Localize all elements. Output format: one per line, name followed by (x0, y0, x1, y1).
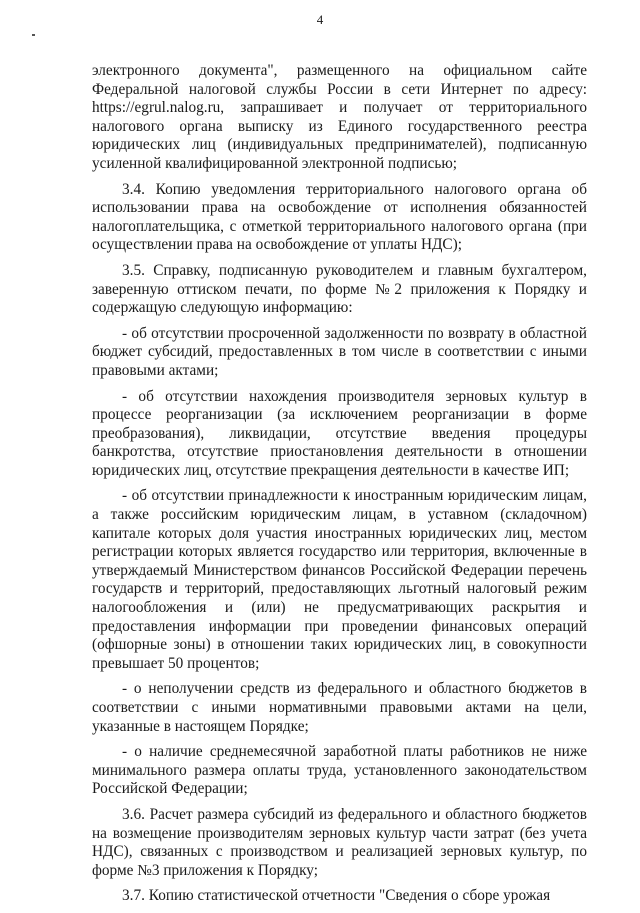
page-number: 4 (316, 12, 324, 27)
list-item-no-reorganization: - об отсутствии нахождения производителя зерновых культур в процессе реорганизации (за исключением реорганизации в форме преобразования), ликвидации, отсутствие введения процедуры банкротства, отсутствие приостановления деятельности в отношении юридических лиц, отсутствие прекращения деятельности в качестве ИП; (92, 387, 587, 479)
scan-speck (32, 34, 35, 36)
paragraph-3-7: 3.7. Копию статистической отчетности "Сведения о сборе урожая (122, 887, 551, 905)
list-item-no-foreign-ownership: - об отсутствии принадлежности к иностранным юридическим лицам, а также российским юридическим лицам, в уставном (складочном) капитале которых доля участия иностранных юридических лиц, местом регистрации которых является государство или территория, включенные в утверждаемый Министерством финансов Российской Федерации перечень государств и территорий, предоставляющих льготный налоговый режим налогообложения и (или) не предусматривающих раскрытия и предоставления информации при проведении финансовых операций (офшорные зоны) в отношении таких юридических лиц, в совокупности превышает 50 процентов; (92, 487, 587, 672)
paragraph-3-5: 3.5. Справку, подписанную руководителем и главным бухгалтером, заверенную оттиском печати, по форме №2 приложения к Порядку и содержащую следующую информацию: (92, 261, 587, 317)
paragraph-3-4: 3.4. Копию уведомления территориального налогового органа об использовании права на освобождение от исполнения обязанностей налогоплательщика, с отметкой территориального налогового органа (при осуществлении права на освобождение от уплаты НДС); (92, 180, 587, 254)
list-item-minimum-wage: - о наличие среднемесячной заработной платы работников не ниже минимального размера оплаты труда, установленного законодательством Российской Федерации; (92, 743, 587, 798)
list-item-no-debt: - об отсутствии просроченной задолженности по возврату в областной бюджет субсидий, предоставленных в том числе в соответствии с иными правовыми актами; (92, 324, 587, 379)
paragraph-3-6: 3.6. Расчет размера субсидий из федерального и областного бюджетов на возмещение производителям зерновых культур части затрат (без учета НДС), связанных с производством и реализацией зерновых культур, по форме №3 приложения к Порядку; (92, 805, 587, 879)
paragraph-continuation: электронного документа", размещенного на официальном сайте Федеральной налоговой службы России в сети Интернет по адресу: https://egrul.nalog.ru, запрашивает и получает от территориального налогового органа выписку из Единого государственного реестра юридических лиц (индивидуальных предпринимателей), подписанную усиленной квалифицированной электронной подписью; (92, 62, 587, 172)
list-item-no-other-funds: - о неполучении средств из федерального и областного бюджетов в соответствии с иными нормативными правовыми актами на цели, указанные в настоящем Порядке; (92, 680, 587, 735)
document-body (92, 62, 587, 913)
